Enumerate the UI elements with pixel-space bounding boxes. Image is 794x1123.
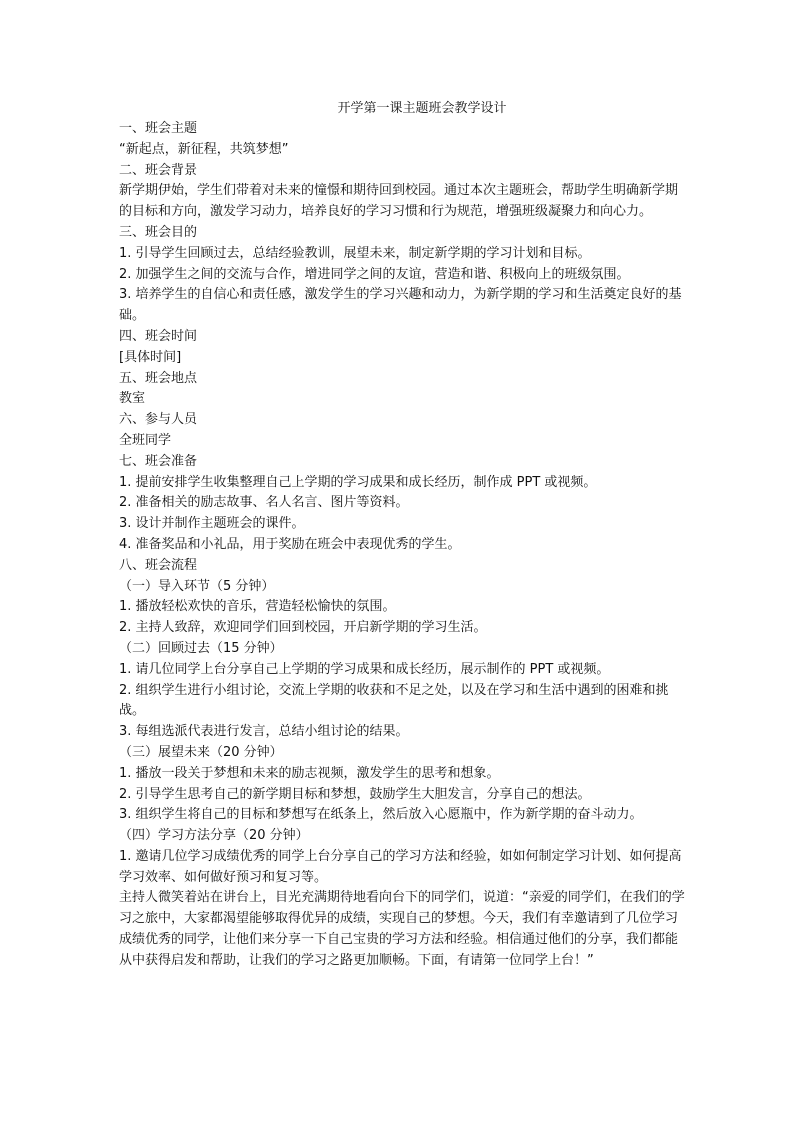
preparation-item-3: 3. 设计并制作主题班会的课件。: [119, 516, 305, 532]
purpose-item-1: 1. 引导学生回顾过去，总结经验教训，展望未来，制定新学期的学习计划和目标。: [119, 245, 591, 261]
subsection-review: （二）回顾过去（15 分钟）: [119, 640, 283, 656]
time-text: [具体时间]: [119, 349, 182, 365]
subsection-intro: （一）导入环节（5 分钟）: [119, 578, 275, 594]
theme-text: “新起点，新征程，共筑梦想”: [119, 141, 289, 157]
participants-text: 全班同学: [119, 432, 172, 448]
section-heading-time: 四、班会时间: [119, 328, 198, 344]
section-heading-theme: 一、班会主题: [119, 121, 198, 136]
location-text: 教室: [119, 391, 146, 407]
document-page: [119, 99, 685, 972]
methods-item-1: 1. 邀请几位学习成绩优秀的同学上台分享自己的学习方法和经验，如如何制定学习计划、如何提高学习效率、如何做好预习和复习等。: [119, 848, 682, 885]
subsection-future: （三）展望未来（20 分钟）: [119, 744, 283, 760]
section-heading-participants: 六、参与人员: [119, 412, 198, 428]
subsection-methods: （四）学习方法分享（20 分钟）: [119, 828, 309, 844]
preparation-item-2: 2. 准备相关的励志故事、名人名言、图片等资料。: [119, 495, 409, 511]
preparation-item-4: 4. 准备奖品和小礼品，用于奖励在班会中表现优秀的学生。: [119, 536, 461, 552]
section-heading-procedure: 八、班会流程: [119, 557, 198, 573]
section-heading-background: 二、班会背景: [119, 162, 198, 178]
preparation-item-1: 1. 提前安排学生收集整理自己上学期的学习成果和成长经历，制作成 PPT 或视频。: [119, 474, 597, 490]
review-item-3: 3. 每组选派代表进行发言，总结小组讨论的结果。: [119, 724, 409, 740]
intro-item-1: 1. 播放轻松欢快的音乐，营造轻松愉快的氛围。: [119, 599, 396, 615]
section-heading-location: 五、班会地点: [119, 370, 198, 386]
purpose-item-2: 2. 加强学生之间的交流与合作，增进同学之间的友谊，营造和谐、积极向上的班级氛围。: [119, 266, 630, 282]
review-item-1: 1. 请几位同学上台分享自己上学期的学习成果和成长经历，展示制作的 PPT 或视频。: [119, 661, 610, 677]
document-title: 开学第一课主题班会教学设计: [337, 101, 507, 116]
intro-item-2: 2. 主持人致辞，欢迎同学们回到校园，开启新学期的学习生活。: [119, 620, 487, 636]
future-item-2: 2. 引导学生思考自己的新学期目标和梦想，鼓励学生大胆发言，分享自己的想法。: [119, 786, 591, 802]
section-heading-purpose: 三、班会目的: [119, 224, 198, 240]
host-speech-paragraph: 主持人微笑着站在讲台上，目光充满期待地看向台下的同学们，说道：“亲爱的同学们，在我们的学习之旅中，大家都渴望能够取得优异的成绩，实现自己的梦想。今天，我们有幸邀请到了几位学习成绩优秀的同学，让他们来分享一下自己宝贵的学习方法和经验。相信通过他们的分享，我们都能从中获得启发和帮助，让我们的学习之路更加顺畅。下面，有请第一位同学上台！”: [119, 890, 685, 968]
review-item-2: 2. 组织学生进行小组讨论，交流上学期的收获和不足之处，以及在学习和生活中遇到的困难和挑战。: [119, 682, 669, 719]
background-paragraph: 新学期伊始，学生们带着对未来的憧憬和期待回到校园。通过本次主题班会，帮助学生明确新学期的目标和方向，激发学习动力，培养良好的学习习惯和行为规范，增强班级凝聚力和向心力。: [119, 183, 679, 220]
future-item-1: 1. 播放一段关于梦想和未来的励志视频，激发学生的思考和想象。: [119, 765, 500, 781]
section-heading-preparation: 七、班会准备: [119, 453, 198, 469]
purpose-item-3: 3. 培养学生的自信心和责任感，激发学生的学习兴趣和动力，为新学期的学习和生活奠定良好的基础。: [119, 287, 682, 324]
future-item-3: 3. 组织学生将自己的目标和梦想写在纸条上，然后放入心愿瓶中，作为新学期的奋斗动力。: [119, 807, 643, 823]
